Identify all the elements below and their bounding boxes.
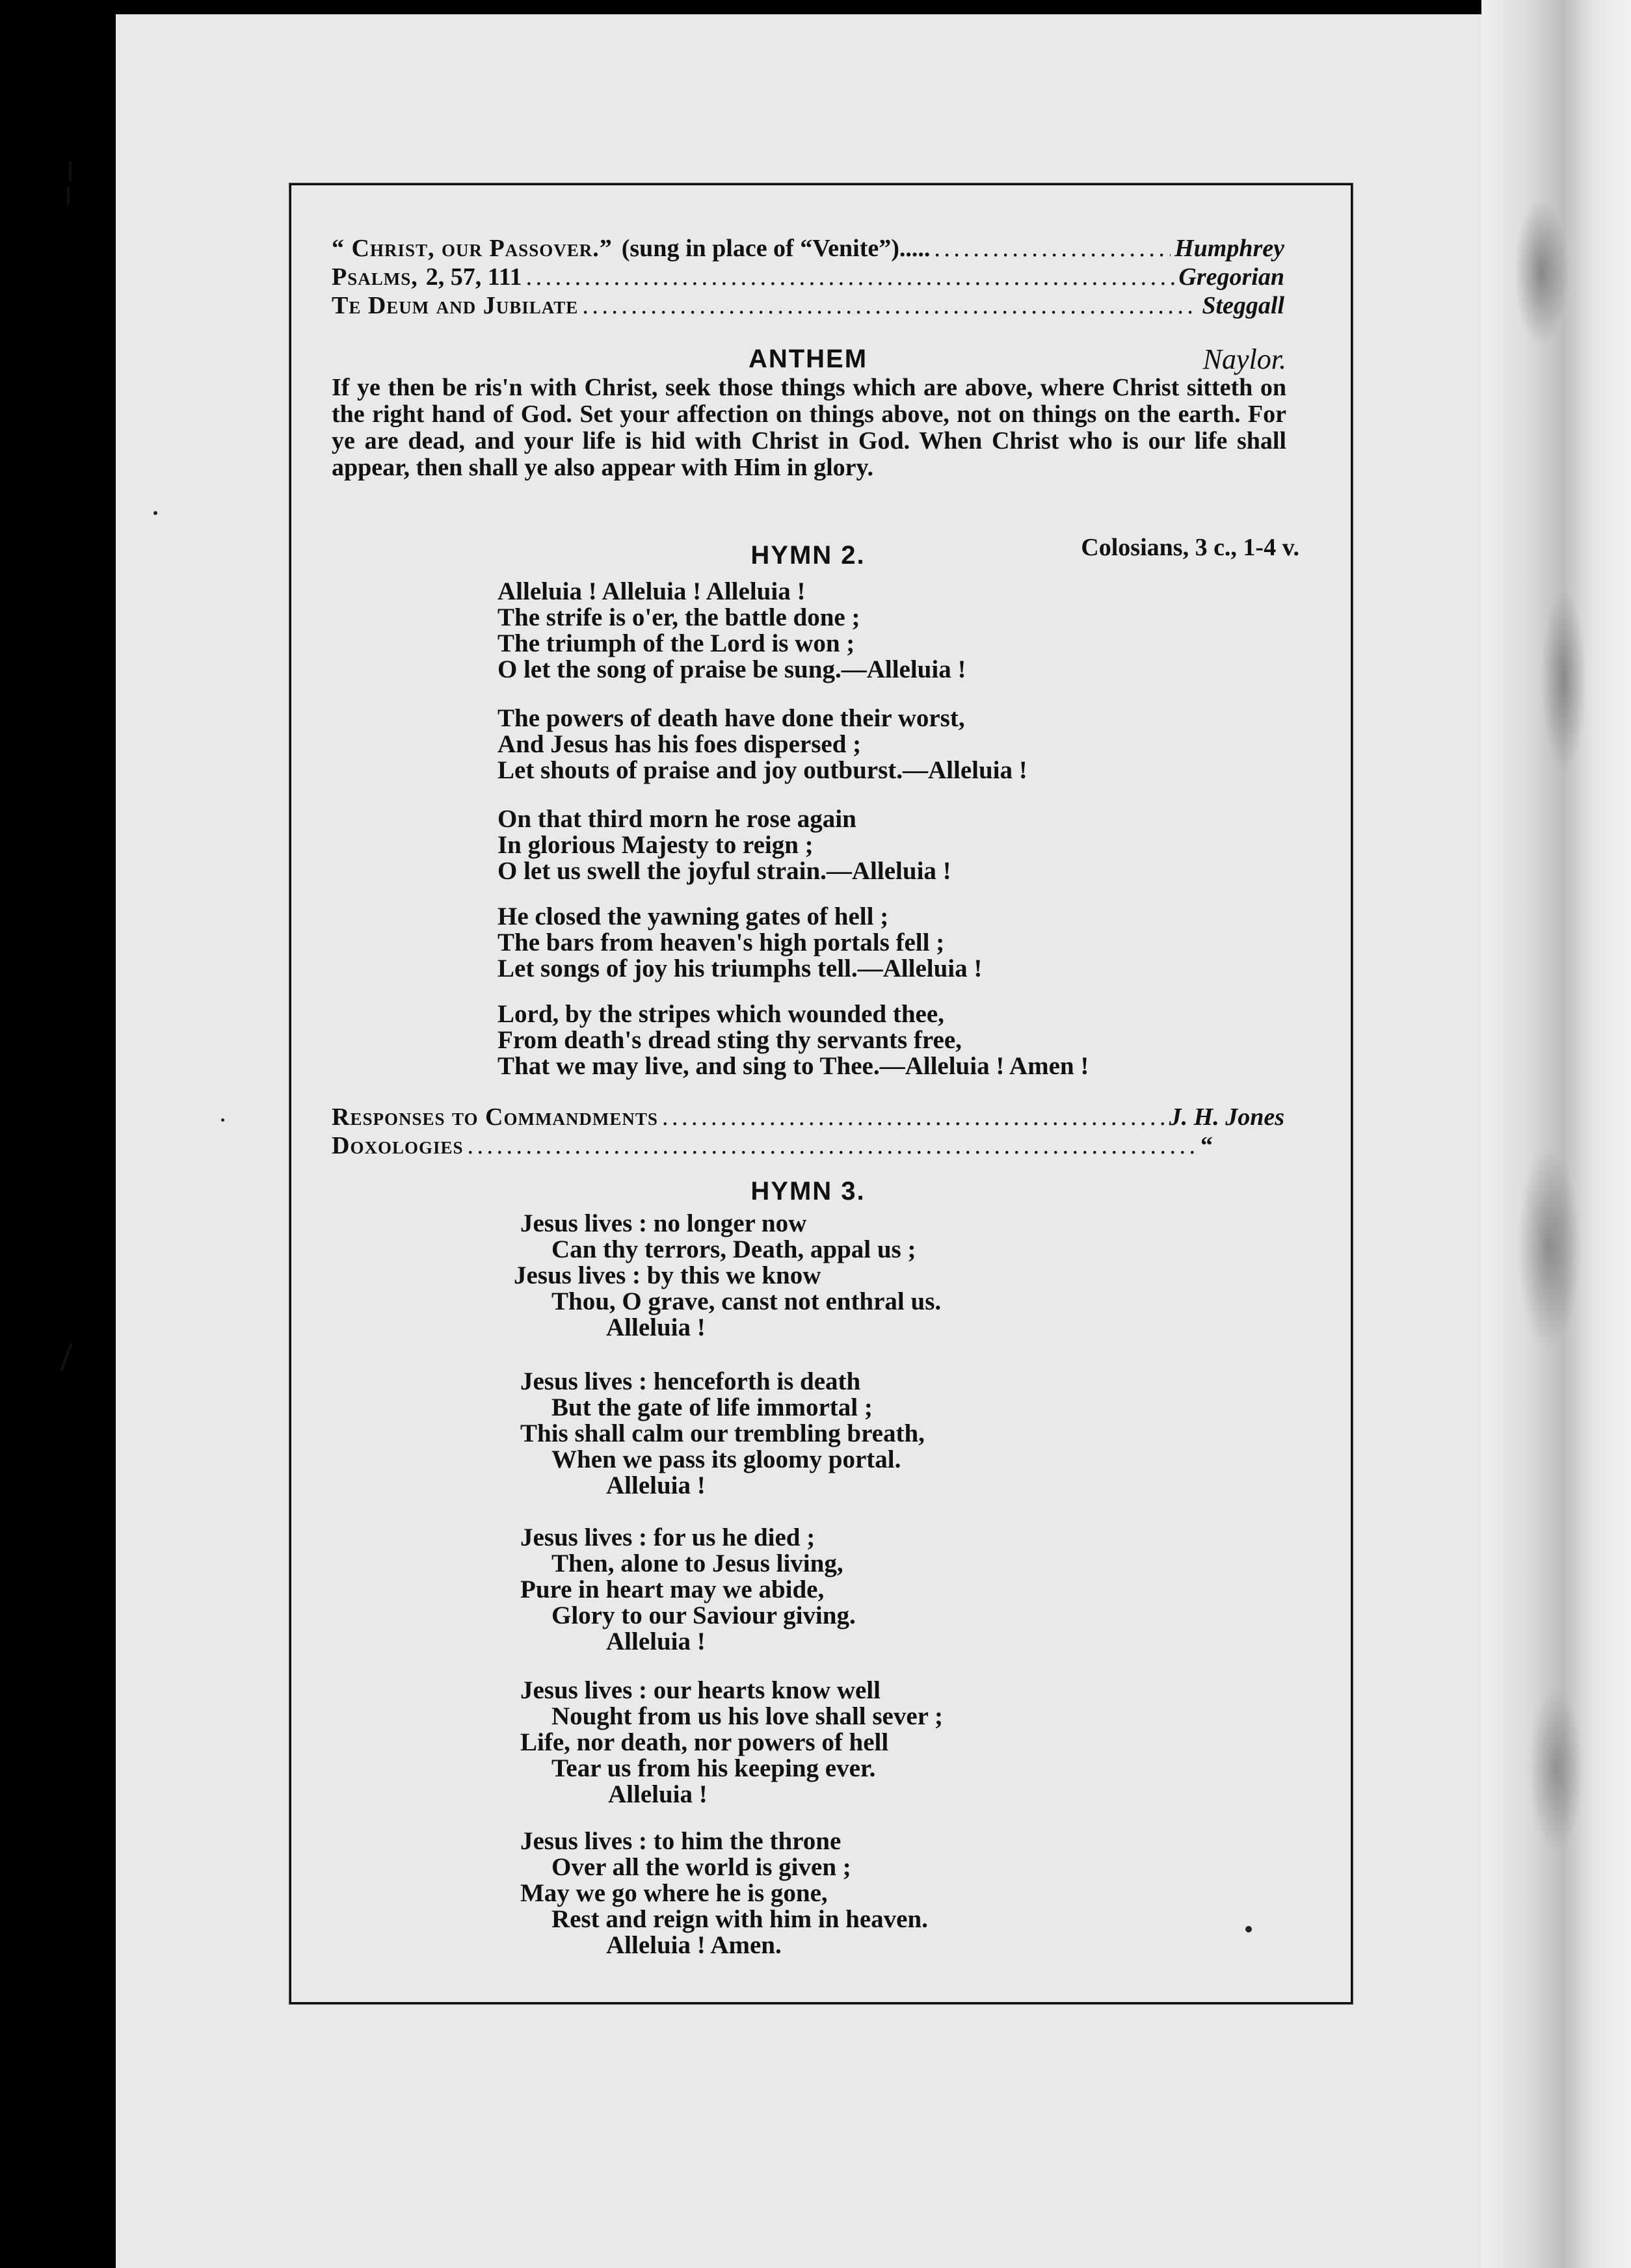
hymn3-verse-3 [520,1525,856,1655]
hymn3-verse-4 [520,1678,943,1808]
order-composer: Humphrey [1174,235,1284,262]
responses-label: Responses to Commandments [332,1103,658,1131]
order-composer: Gregorian [1178,263,1284,291]
verse-line: The powers of death have done their worst, [497,704,965,732]
verse-line: Jesus lives : to him the throne [520,1827,842,1855]
verse-line: Alleluia ! Amen. [606,1931,782,1959]
verse-line: Lord, by the stripes which wounded thee, [497,1000,944,1028]
verse-line: The strife is o'er, the battle done ; [497,603,860,631]
scan-mark [67,187,70,204]
verse-line: When we pass its gloomy portal. [551,1445,901,1473]
responses-composer: J. H. Jones [1169,1103,1284,1131]
verse-line: O let us swell the joyful strain.—Alleluia ! [497,857,951,885]
scan-speck [221,1118,224,1122]
leader-dots [526,263,1175,291]
verse-line: Jesus lives : for us he died ; [520,1523,816,1551]
order-label: Psalms, [332,263,418,291]
order-label: Te Deum and Jubilate [332,292,579,319]
verse-line: Alleluia ! [608,1780,708,1808]
doxologies-label: Doxologies [332,1132,464,1159]
hymn3-verse-1 [514,1209,942,1341]
verse-line: Nought from us his love shall sever ; [551,1702,944,1730]
leader-dots [662,1103,1165,1131]
verse-line: This shall calm our trembling breath, [520,1419,925,1447]
verse-line: But the gate of life immortal ; [551,1393,873,1421]
leader-dots [934,234,1171,263]
verse-line: Alleluia ! [606,1628,706,1655]
verse-line: Tear us from his keeping ever. [551,1754,876,1782]
scan-mark [60,1343,73,1371]
verse-line: Glory to our Saviour giving. [551,1602,856,1629]
verse-line: He closed the yawning gates of hell ; [497,903,889,930]
verse-line: Jesus lives : our hearts know well [520,1676,881,1704]
order-note: (sung in place of “Venite”) [621,235,899,262]
hymn2-verse-1 [497,579,966,683]
verse-line: Jesus lives : no longer now [520,1209,807,1237]
verse-line: Alleluia ! Alleluia ! Alleluia ! [497,577,806,605]
verse-line: Then, alone to Jesus living, [551,1549,843,1577]
order-row-psalms [332,263,1284,291]
hymn2-verse-5 [497,1001,1089,1079]
order-dots: ..... [899,235,931,262]
hymn3-heading: HYMN 3. [750,1177,866,1206]
verse-line: Rest and reign with him in heaven. [551,1905,928,1933]
verse-line: Thou, O grave, canst not enthral us. [551,1287,942,1315]
hymn2-verse-4 [497,904,982,982]
anthem-text: If ye then be ris'n with Christ, seek those things which are above, where Christ sitteth on the right hand of God. Set your affection on things above, not on things on the earth. For ye are dead, and your life is hid with Christ in God. When Christ who is our life shall appear, then shall ye also appear with Him in glory. [332,374,1286,481]
responses-row [332,1103,1284,1131]
anthem-reference: Colosians, 3 c., 1-4 v. [1081,534,1299,561]
hymn2-verse-2 [497,705,1028,784]
verse-line: Jesus lives : henceforth is death [520,1367,861,1395]
scan-mark [69,161,72,181]
verse-line: Alleluia ! [606,1313,706,1341]
verse-line: Let shouts of praise and joy outburst.—Alleluia ! [497,756,1028,784]
verse-line: And Jesus has his foes dispersed ; [497,730,862,758]
verse-line: Over all the world is given ; [551,1853,851,1881]
anthem-composer: Naylor. [1202,343,1286,375]
verse-line: Can thy terrors, Death, appal us ; [551,1235,916,1263]
order-label: “ Christ, our Passover.” [332,235,613,262]
hymn2-verse-3 [497,806,951,884]
hymn3-verse-2 [520,1369,925,1499]
leader-dots [582,291,1198,320]
anthem-heading: ANTHEM [748,345,868,373]
order-row-tedeum [332,291,1284,320]
page-edge-shadow [1481,0,1631,2268]
scan-speck [153,511,157,515]
verse-line: The triumph of the Lord is won ; [497,629,855,657]
hymn3-verse-5 [520,1828,928,1958]
verse-line: May we go where he is gone, [520,1879,828,1907]
doxologies-composer: “ [1200,1132,1213,1159]
verse-line: Pure in heart may we abide, [520,1576,825,1603]
doxologies-row [332,1131,1213,1160]
order-composer: Steggall [1202,292,1284,319]
verse-line: That we may live, and sing to Thee.—Alleluia ! Amen ! [497,1052,1089,1080]
verse-line: The bars from heaven's high portals fell ; [497,929,945,956]
verse-line: From death's dread sting thy servants free, [497,1026,962,1054]
verse-line: Alleluia ! [606,1471,706,1499]
verse-line: Let songs of joy his triumphs tell.—Alleluia ! [497,955,983,982]
order-row-passover [332,234,1284,263]
verse-line: O let the song of praise be sung.—Alleluia ! [497,655,966,683]
verse-line: In glorious Majesty to reign ; [497,831,814,859]
verse-line: Life, nor death, nor powers of hell [520,1728,889,1756]
hymn2-heading: HYMN 2. [750,541,866,570]
verse-line: Jesus lives : by this we know [514,1261,821,1289]
order-note: 2, 57, 111 [425,263,522,291]
verse-line: On that third morn he rose again [497,805,856,833]
leader-dots [468,1131,1197,1160]
